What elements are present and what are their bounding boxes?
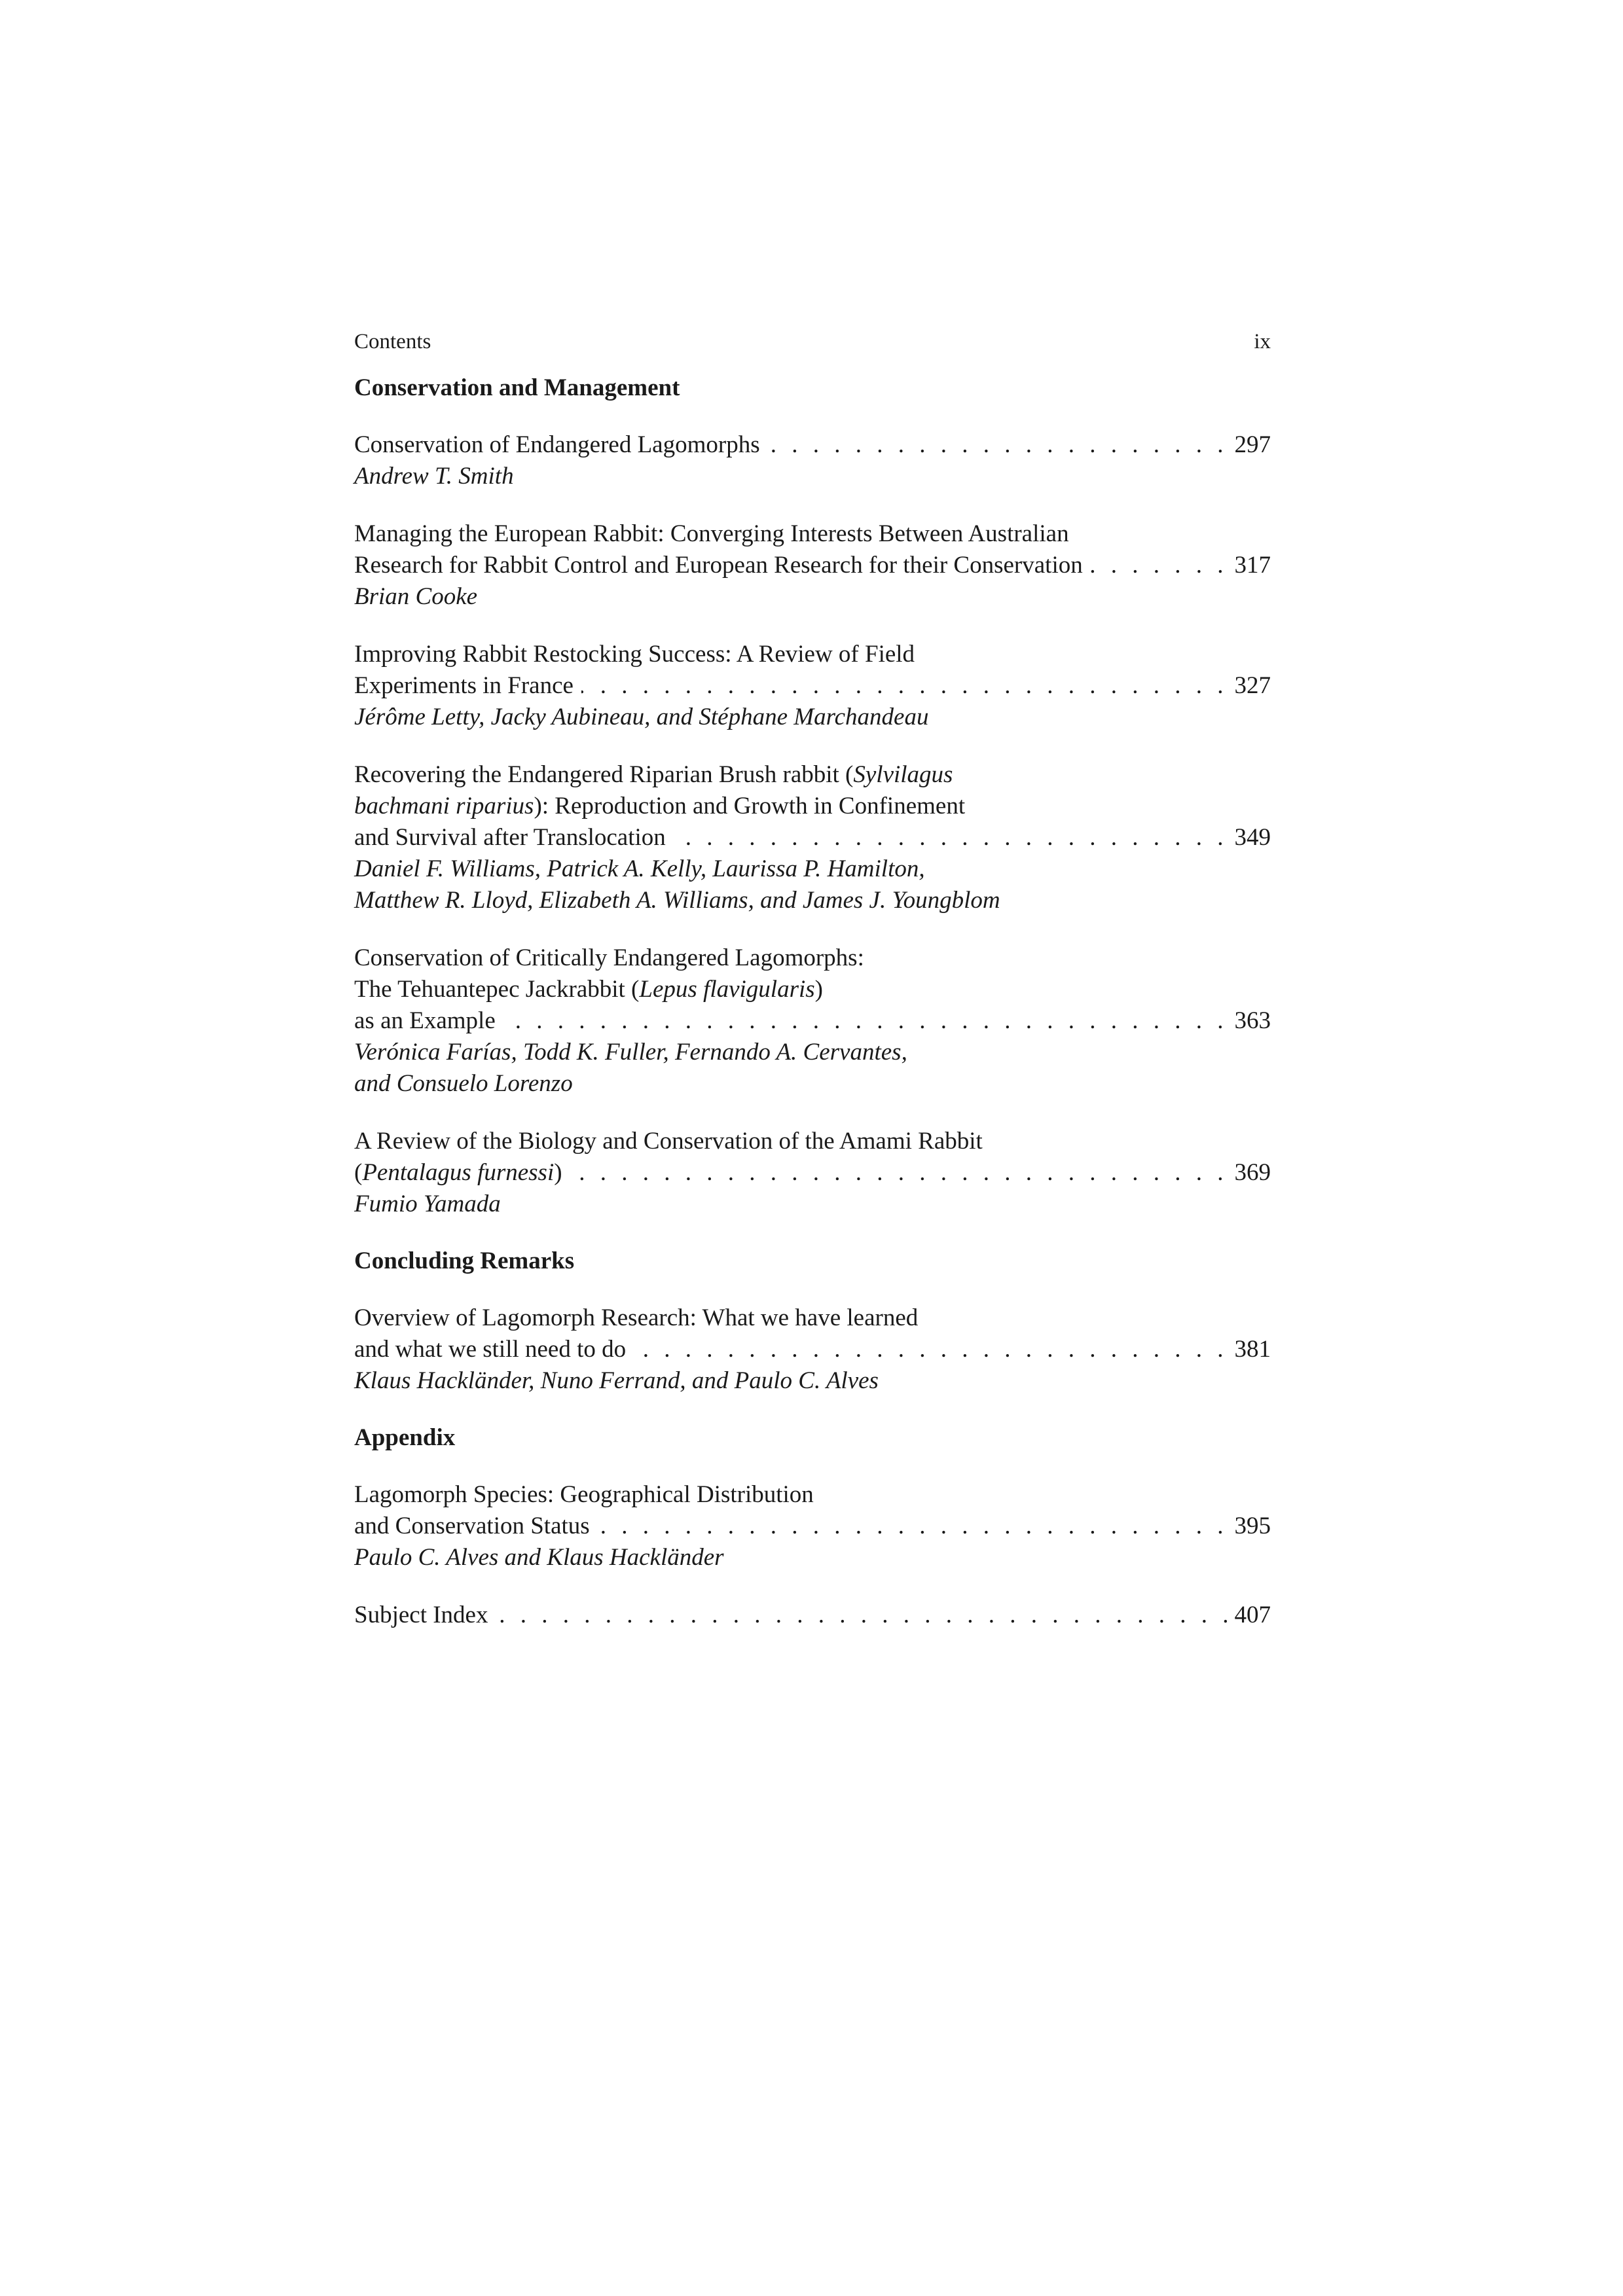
toc-entry-title-continued [354, 791, 1271, 822]
section-heading-concluding-remarks: Concluding Remarks [354, 1247, 575, 1274]
toc-page-number: 363 [1234, 1007, 1271, 1034]
toc-entry-endangered-lagomorphs[interactable] [354, 429, 1271, 492]
title-text: The Tehuantepec Jackrabbit ( [354, 976, 640, 1003]
toc-entry-title-continued: and Survival after Translocation [354, 824, 666, 851]
toc-entry-title-continued: and what we still need to do [354, 1336, 627, 1363]
toc-page-number: 327 [1234, 672, 1271, 699]
toc-leader-line [354, 1005, 1271, 1037]
toc-page-number: 369 [1234, 1159, 1271, 1186]
running-head [354, 327, 1271, 356]
contents-page [354, 327, 1271, 1631]
toc-entry-title-continued [354, 974, 1271, 1005]
toc-leader-line [354, 670, 1271, 702]
running-head-page-number: ix [1254, 330, 1271, 353]
dot-leader [598, 1511, 1228, 1542]
toc-leader-line [354, 1600, 1271, 1631]
toc-entry-title-continued [354, 1157, 562, 1189]
toc-entry-rabbit-restocking[interactable] [354, 639, 1271, 733]
toc-entry-authors: Verónica Farías, Todd K. Fuller, Fernando A. Cervantes, [354, 1039, 907, 1066]
toc-entry-title: A Review of the Biology and Conservation of the Amami Rabbit [354, 1128, 983, 1155]
toc-leader-line [354, 1511, 1271, 1542]
toc-entry-authors: Brian Cooke [354, 583, 478, 610]
dot-leader [581, 670, 1228, 702]
toc-page-number: 407 [1234, 1602, 1271, 1628]
toc-entry-overview-lagomorph-research[interactable] [354, 1302, 1271, 1397]
species-name: Sylvilagus [853, 761, 953, 788]
toc-page-number: 349 [1234, 824, 1271, 851]
toc-entry-title [354, 759, 1271, 791]
toc-entry-title: Subject Index [354, 1602, 488, 1628]
species-name: bachmani riparius [354, 793, 534, 819]
toc-entry-lagomorph-species[interactable] [354, 1479, 1271, 1573]
toc-entry-title: Lagomorph Species: Geographical Distribution [354, 1481, 814, 1508]
toc-entry-title-continued: Experiments in France [354, 672, 574, 699]
toc-leader-line [354, 1157, 1271, 1189]
dot-leader [1091, 550, 1228, 581]
toc-entry-european-rabbit[interactable] [354, 518, 1271, 613]
toc-leader-line [354, 429, 1271, 461]
toc-entry-authors: Jérôme Letty, Jacky Aubineau, and Stéphane Marchandeau [354, 704, 929, 730]
title-text: Recovering the Endangered Riparian Brush rabbit ( [354, 761, 854, 788]
toc-entry-title-continued: as an Example [354, 1007, 496, 1034]
title-text: ) [814, 976, 823, 1003]
dot-leader [768, 429, 1228, 461]
species-name: Lepus flavigularis [639, 976, 815, 1003]
species-name: Pentalagus furnessi [362, 1159, 555, 1186]
title-text: ): Reproduction and Growth in Confinement [534, 793, 966, 819]
toc-entry-authors: Daniel F. Williams, Patrick A. Kelly, Laurissa P. Hamilton, [354, 855, 925, 882]
toc-entry-authors: Andrew T. Smith [354, 463, 514, 490]
toc-page-number: 317 [1234, 552, 1271, 579]
toc-leader-line [354, 550, 1271, 581]
toc-entry-subject-index[interactable] [354, 1600, 1271, 1631]
dot-leader [634, 1334, 1228, 1365]
toc-entry-authors: and Consuelo Lorenzo [354, 1070, 573, 1097]
toc-entry-authors: Matthew R. Lloyd, Elizabeth A. Williams, and James J. Youngblom [354, 887, 1000, 914]
toc-entry-title: Conservation of Critically Endangered Lagomorphs: [354, 944, 864, 971]
running-head-title: Contents [354, 330, 431, 353]
toc-entry-tehuantepec-jackrabbit[interactable] [354, 942, 1271, 1100]
toc-entry-riparian-brush-rabbit[interactable] [354, 759, 1271, 916]
toc-entry-title: Overview of Lagomorph Research: What we have learned [354, 1304, 919, 1331]
toc-entry-title-continued: and Conservation Status [354, 1513, 590, 1539]
toc-leader-line [354, 822, 1271, 853]
toc-entry-amami-rabbit[interactable] [354, 1126, 1271, 1220]
dot-leader [570, 1157, 1228, 1189]
toc-entry-title: Conservation of Endangered Lagomorphs [354, 431, 760, 458]
toc-entry-title-continued: Research for Rabbit Control and European Research for their Conservation [354, 552, 1083, 579]
toc-entry-title: Managing the European Rabbit: Converging Interests Between Australian [354, 520, 1069, 547]
toc-entry-authors: Klaus Hackländer, Nuno Ferrand, and Paulo C. Alves [354, 1367, 879, 1394]
toc-page-number: 297 [1234, 431, 1271, 458]
paren-close: ) [554, 1159, 562, 1186]
paren-open: ( [354, 1159, 363, 1186]
dot-leader [503, 1005, 1228, 1037]
toc-leader-line [354, 1334, 1271, 1365]
toc-page-number: 395 [1234, 1513, 1271, 1539]
section-heading-appendix: Appendix [354, 1424, 456, 1451]
toc-entry-authors: Paulo C. Alves and Klaus Hackländer [354, 1544, 724, 1571]
dot-leader [492, 1600, 1233, 1631]
toc-page-number: 381 [1234, 1336, 1271, 1363]
toc-entry-authors: Fumio Yamada [354, 1191, 501, 1217]
dot-leader [674, 822, 1228, 853]
section-heading-conservation: Conservation and Management [354, 374, 680, 401]
toc-entry-title: Improving Rabbit Restocking Success: A Review of Field [354, 641, 915, 668]
